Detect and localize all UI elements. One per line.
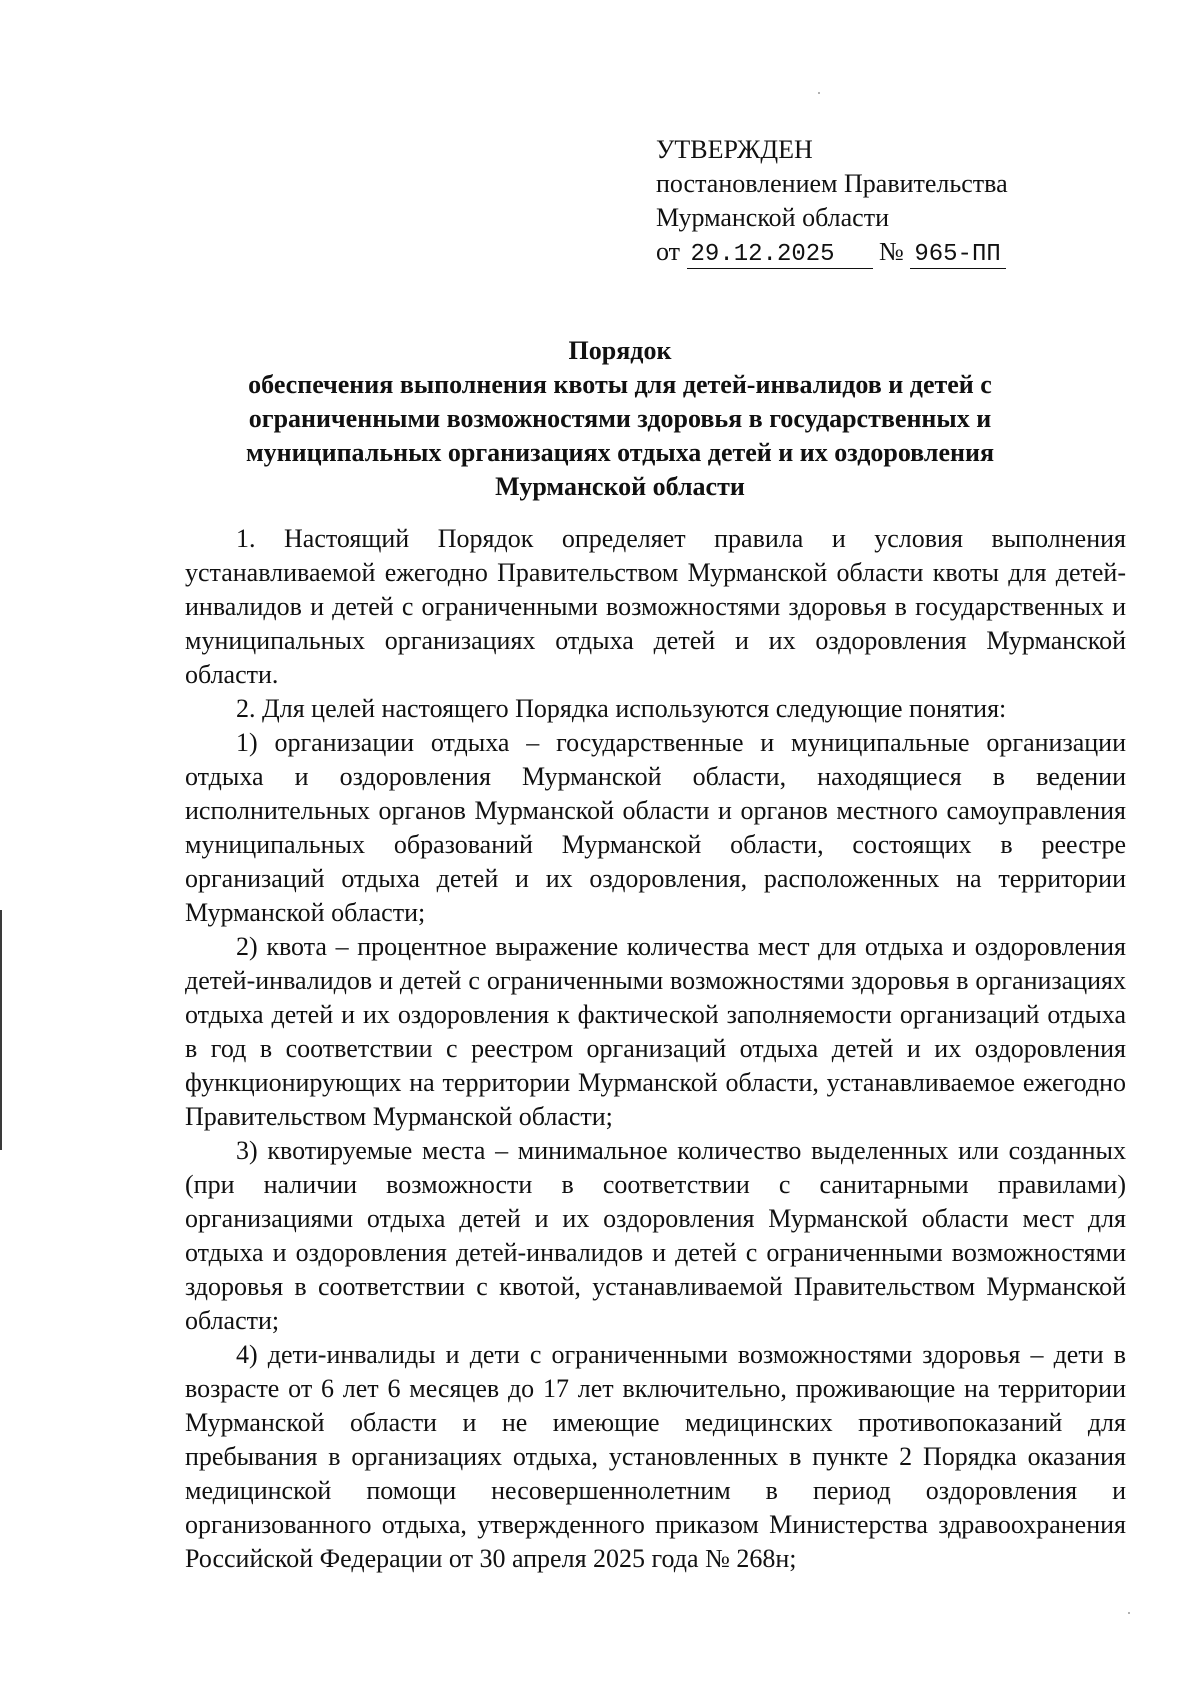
definition-3: 3) квотируемые места – минимальное количество выделенных или созданных (при наличии возможности в соответствии с санитарными правилами) организациями отдыха детей и их оздоровления Мурманской области мест для отдыха и оздоровления детей-инвалидов и детей с ограниченными возможностями здоровья в соответствии с квотой, устанавливаемой Правительством Мурманской области; [185, 1136, 1126, 1335]
title-line-3: ограниченными возможностями здоровья в государственных и [248, 404, 992, 433]
paragraph-1: 1. Настоящий Порядок определяет правила и условия выполнения устанавливаемой ежегодно Правительством Мурманской области квоты для детей-инвалидов и детей с ограниченными возможностями здоровья в государственных и муниципальных организациях отдыха детей и их оздоровления Мурманской области. [185, 524, 1126, 689]
definition-4: 4) дети-инвалиды и дети с ограниченными возможностями здоровья – дети в возрасте от 6 лет 6 месяцев до 17 лет включительно, проживающие на территории Мурманской области и не имеющие медицинских противопоказаний для пребывания в организациях отдыха, установленных в пункте 2 Порядка оказания медицинской помощи несовершеннолетним в период оздоровления и организованного отдыха, утвержденного приказом Министерства здравоохранения Российской Федерации от 30 апреля 2025 года № 268н; [185, 1340, 1126, 1573]
title-line-5: Мурманской области [495, 472, 745, 501]
document-title [185, 334, 1055, 504]
approval-line-2: Мурманской области [656, 203, 889, 232]
decree-date: 29.12.2025 [687, 242, 873, 269]
approval-date-line [656, 235, 1008, 269]
approval-stamp-block [656, 133, 1008, 269]
approval-line-1: постановлением Правительства [656, 169, 1008, 198]
scan-speck [818, 92, 820, 94]
document-body [185, 522, 1126, 1576]
scan-edge-mark [0, 910, 2, 1150]
title-line-4: муниципальных организациях отдыха детей и их оздоровления [245, 438, 995, 467]
date-prefix: от [656, 237, 681, 266]
paragraph-2: 2. Для целей настоящего Порядка используются следующие понятия: [236, 694, 1007, 723]
definition-2: 2) квота – процентное выражение количества мест для отдыха и оздоровления детей-инвалидов и детей с ограниченными возможностями здоровья в организациях отдыха детей и их оздоровления к фактической заполняемости организаций отдыха в год в соответствии с реестром организаций отдыха детей и их оздоровления функционирующих на территории Мурманской области, устанавливаемое ежегодно Правительством Мурманской области; [185, 932, 1126, 1131]
approval-heading: УТВЕРЖДЕН [656, 135, 813, 164]
definition-1: 1) организации отдыха – государственные и муниципальные организации отдыха и оздоровления Мурманской области, находящиеся в ведении исполнительных органов Мурманской области и органов местного самоуправления муниципальных образований Мурманской области, состоящих в реестре организаций отдыха детей и их оздоровления, расположенных на территории Мурманской области; [185, 728, 1126, 927]
title-line-2: обеспечения выполнения квоты для детей-инвалидов и детей с [248, 370, 992, 399]
decree-number: 965-ПП [910, 242, 1006, 269]
title-line-1: Порядок [568, 336, 672, 365]
scan-speck [1128, 1612, 1130, 1614]
number-prefix: № [879, 237, 904, 266]
